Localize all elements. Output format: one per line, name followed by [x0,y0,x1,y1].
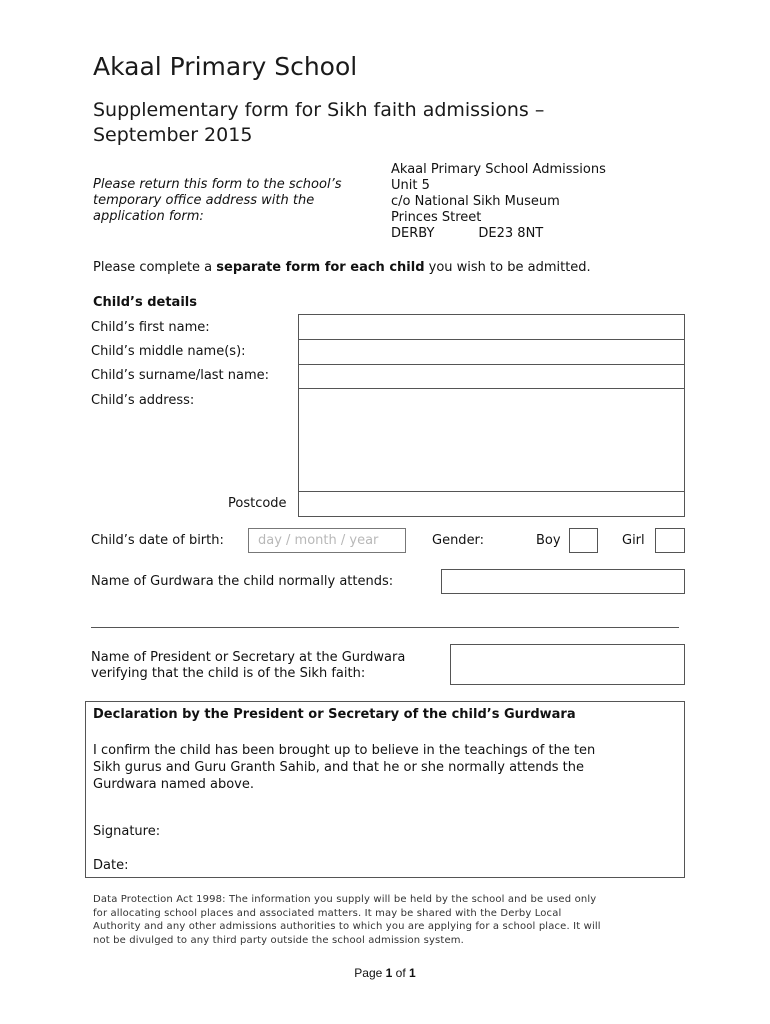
verifier-name-input[interactable] [450,644,685,685]
section-divider [91,627,679,628]
address-label: Child’s address: [91,393,195,408]
address-line-2: Unit 5 [391,178,430,193]
instruction [93,260,591,275]
dob-label: Child’s date of birth: [91,533,224,548]
subtitle-line-2: September 2015 [93,124,253,146]
return-note [93,177,341,225]
address-line-4: Princes Street [391,210,482,225]
verifier-label [91,650,405,682]
first-name-label: Child’s first name: [91,320,210,335]
girl-label: Girl [622,533,645,548]
return-note-line-1: Please return this form to the school’s [93,177,342,192]
form-subtitle [93,98,544,148]
verifier-label-line-2: verifying that the child is of the Sikh faith: [91,666,366,681]
declaration-heading: Declaration by the President or Secretary of the child’s Gurdwara [93,707,576,722]
instruction-after: you wish to be admitted. [424,260,591,275]
return-note-line-3: application form: [93,209,204,224]
instruction-before: Please complete a [93,260,217,275]
signature-label: Signature: [93,824,161,839]
declaration-line-1: I confirm the child has been brought up to believe in the teachings of the ten [93,743,596,758]
data-protection-notice [93,893,601,947]
return-note-line-2: temporary office address with the [93,193,315,208]
girl-checkbox[interactable] [655,528,685,553]
data-protection-line-2: for allocating school places and associated matters. It may be shared with the Derby Local [93,907,562,919]
declaration-line-2: Sikh gurus and Guru Granth Sahib, and that he or she normally attends the [93,760,584,775]
page-footer [0,966,770,980]
postcode-label: Postcode [228,496,287,511]
data-protection-line-3: Authority and any other admissions authorities to which you are applying for a school place. It will [93,921,601,932]
declaration-line-3: Gurdwara named above. [93,777,254,792]
surname-label: Child’s surname/last name: [91,368,270,383]
footer-page-number: 1 [385,966,393,980]
address-postcode: DE23 8NT [478,226,544,241]
data-protection-line-4: not be divulged to any third party outside the school admission system. [93,934,464,946]
footer-of-word: of [392,966,410,980]
middle-name-label: Child’s middle name(s): [91,344,246,359]
address-line-1: Akaal Primary School Admissions [391,162,606,177]
data-protection-line-1: Data Protection Act 1998: The information you supply will be held by the school and be used only [93,894,597,905]
first-name-input[interactable] [298,314,685,340]
surname-input[interactable] [298,364,685,389]
childs-details-heading: Child’s details [93,295,197,310]
boy-label: Boy [536,533,561,548]
date-label: Date: [93,858,129,873]
gender-label: Gender: [432,533,485,548]
subtitle-line-1: Supplementary form for Sikh faith admissions – [93,99,545,121]
gurdwara-input[interactable] [441,569,685,594]
postcode-input[interactable] [298,491,685,517]
address-input[interactable] [298,388,685,492]
dob-input[interactable]: day / month / year [248,528,406,553]
page-title: Akaal Primary School [93,52,358,81]
address-line-3: c/o National Sikh Museum [391,194,560,209]
footer-page-total: 1 [409,966,416,980]
gurdwara-label: Name of Gurdwara the child normally attends: [91,574,394,589]
boy-checkbox[interactable] [569,528,598,553]
instruction-bold: separate form for each child [216,260,425,275]
address-city-line [391,226,606,242]
middle-name-input[interactable] [298,339,685,365]
declaration-text [93,742,663,793]
verifier-label-line-1: Name of President or Secretary at the Gurdwara [91,650,406,665]
return-address [391,162,606,242]
footer-page-word: Page [354,966,386,980]
address-city: DERBY [391,226,435,241]
